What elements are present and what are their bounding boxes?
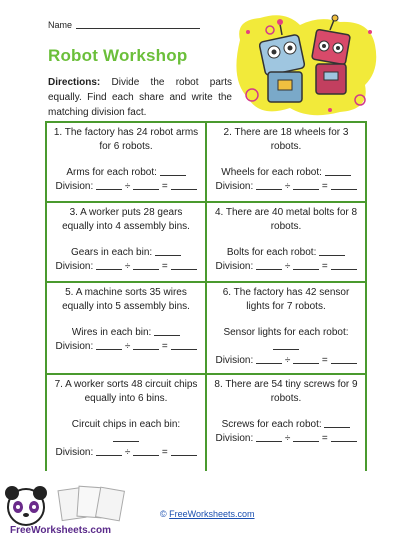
division-line: Division: ÷ =: [213, 432, 359, 446]
answer-blank[interactable]: [155, 255, 181, 256]
division-line: Division: ÷ =: [213, 354, 359, 368]
answer-blank[interactable]: [273, 349, 299, 350]
problem-text: 6. The factory has 42 sensor lights for 7 robots.: [222, 287, 350, 312]
problem-text: 3. A worker puts 28 gears equally into 4 assembly bins.: [62, 207, 190, 232]
division-line: Division: ÷ =: [53, 180, 199, 194]
freeworksheets-logo: [2, 483, 142, 537]
answer-blank[interactable]: [160, 175, 186, 176]
answer-line: Bolts for each robot:: [213, 246, 359, 260]
dividend-blank[interactable]: [96, 189, 122, 190]
copyright-icon: ©: [160, 509, 167, 519]
problem-card: [47, 203, 205, 281]
dividend-blank[interactable]: [96, 349, 122, 350]
answer-line: Circuit chips in each bin:: [53, 418, 199, 446]
answer-line: Screws for each robot:: [213, 418, 359, 432]
quotient-blank[interactable]: [331, 269, 357, 270]
divisor-blank[interactable]: [133, 349, 159, 350]
problem-text: 1. The factory has 24 robot arms for 6 robots.: [53, 127, 199, 152]
problem-text: 4. There are 40 metal bolts for 8 robots.: [214, 207, 358, 232]
answer-line: Gears in each bin:: [53, 246, 199, 260]
division-line: Division: ÷ =: [53, 446, 199, 460]
problem-grid: [45, 121, 367, 471]
footer-link[interactable]: [160, 509, 255, 519]
dividend-blank[interactable]: [256, 189, 282, 190]
answer-blank[interactable]: [319, 255, 345, 256]
dividend-blank[interactable]: [96, 269, 122, 270]
quotient-blank[interactable]: [171, 455, 197, 456]
answer-blank[interactable]: [154, 335, 180, 336]
division-line: Division: ÷ =: [213, 260, 359, 274]
footer-link-text: FreeWorksheets.com: [169, 509, 255, 519]
directions: [48, 75, 232, 120]
name-label: Name: [48, 20, 73, 30]
answer-blank[interactable]: [113, 441, 139, 442]
answer-line: Wires in each bin:: [53, 326, 199, 340]
problem-text: 8. There are 54 tiny screws for 9 robots.: [214, 379, 358, 404]
quotient-blank[interactable]: [331, 363, 357, 364]
divisor-blank[interactable]: [293, 189, 319, 190]
divisor-blank[interactable]: [293, 363, 319, 364]
quotient-blank[interactable]: [171, 349, 197, 350]
quotient-blank[interactable]: [331, 189, 357, 190]
directions-text: Divide the robot parts equally. Find each share and write the matching division fact.: [48, 77, 232, 118]
answer-blank[interactable]: [325, 175, 351, 176]
quotient-blank[interactable]: [331, 441, 357, 442]
divisor-blank[interactable]: [293, 441, 319, 442]
dividend-blank[interactable]: [256, 363, 282, 364]
quotient-blank[interactable]: [171, 189, 197, 190]
division-line: Division: ÷ =: [53, 340, 199, 354]
problem-text: 7. A worker sorts 48 circuit chips equally into 6 bins.: [54, 379, 198, 404]
divisor-blank[interactable]: [133, 455, 159, 456]
answer-line: Arms for each robot:: [53, 166, 199, 180]
division-line: Division: ÷ =: [213, 180, 359, 194]
quotient-blank[interactable]: [171, 269, 197, 270]
divisor-blank[interactable]: [293, 269, 319, 270]
answer-line: Wheels for each robot:: [213, 166, 359, 180]
problem-card: [47, 123, 205, 201]
answer-line: Sensor lights for each robot:: [213, 326, 359, 354]
problem-text: 5. A machine sorts 35 wires equally into 5 assembly bins.: [62, 287, 190, 312]
dividend-blank[interactable]: [96, 455, 122, 456]
division-line: Division: ÷ =: [53, 260, 199, 274]
divisor-blank[interactable]: [133, 189, 159, 190]
dividend-blank[interactable]: [256, 441, 282, 442]
svg-text:FreeWorksheets.com: FreeWorksheets.com: [10, 525, 111, 536]
directions-label: Directions:: [48, 77, 101, 88]
problem-card: [207, 375, 365, 477]
name-field[interactable]: [76, 28, 200, 29]
problem-card: [207, 283, 365, 373]
problem-card: [47, 283, 205, 373]
answer-blank[interactable]: [324, 427, 350, 428]
problem-card: [207, 123, 365, 201]
name-row: [48, 20, 200, 30]
page-title: Robot Workshop: [48, 46, 188, 65]
problem-card: [47, 375, 205, 477]
problem-text: 2. There are 18 wheels for 3 robots.: [223, 127, 349, 152]
divisor-blank[interactable]: [133, 269, 159, 270]
robot-illustration: [230, 10, 380, 120]
dividend-blank[interactable]: [256, 269, 282, 270]
problem-card: [207, 203, 365, 281]
